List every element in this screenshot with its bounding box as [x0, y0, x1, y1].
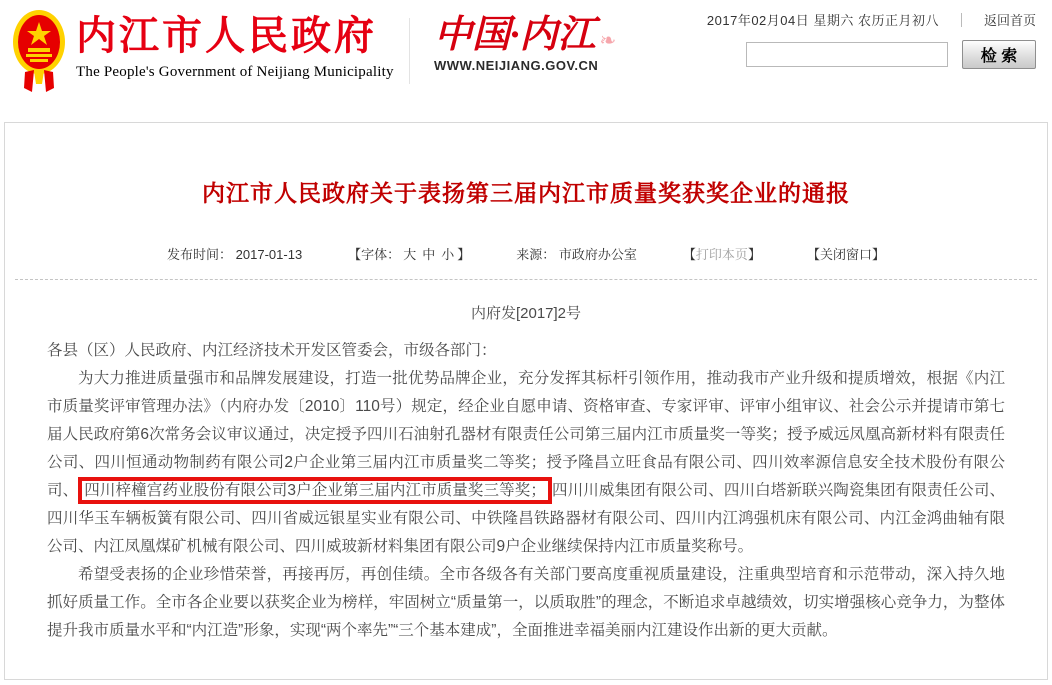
salutation-line: 各县（区）人民政府、内江经济技术开发区管委会，市级各部门：: [47, 342, 497, 359]
paragraph-awards-before: 为大力推进质量强市和品牌发展建设，打造一批优势品牌企业，充分发挥其标杆引领作用，推动我市产业升级和提质增效，根据《内江市质量奖评审管理办法》（内府办发〔2010〕110号）规定，经企业自愿申请、资格审查、专家评审、评审小组审议、社会公示并提请市第七届人民政府第6次常务会议审议通过，决定授予四川石油射孔器材有限责任公司第三届内江市质量奖一等奖；授予威远凤凰高新材料有限责任公司、四川恒通动物制药有限公司2户企业第三届内江市质量奖二等奖；授予隆昌立旺食品有限公司、四川效率源信息安全技术股份有限公司、: [47, 370, 1005, 499]
print-bracket-close: 】: [747, 247, 761, 262]
paragraph-encouragement: 希望受表扬的企业珍惜荣誉，再接再厉，再创佳绩。全市各级各有关部门要高度重视质量建设，注重典型培育和示范带动，深入持久地抓好质量工作。全市各企业要以获奖企业为榜样，牢固树立“质量第一，以质取胜”的理念，不断追求卓越绩效，切实增强核心竞争力，为整体提升我市质量水平和“内江造”形象，实现“两个率先”“三个基本建成”，全面推进幸福美丽内江建设作出新的更大贡献。: [47, 566, 1005, 639]
paragraph-awards-after: 四川川威集团有限公司、四川白塔新联兴陶瓷集团有限责任公司、四川华玉车辆板簧有限公司、四川省威远银星实业有限公司、中铁隆昌铁路器材有限公司、四川内江鸿强机床有限公司、内江金鸿曲轴有限公司、内江凤凰煤矿机械有限公司、四川威玻新材料集团有限公司9户企业继续保持内江市质量奖称号。: [47, 482, 1005, 555]
dashed-divider: [15, 279, 1037, 280]
search-button[interactable]: 检 索: [962, 40, 1036, 69]
publish-label: 发布时间：: [167, 247, 233, 262]
header-divider: [409, 18, 410, 84]
publish-date: 2017-01-13: [235, 247, 303, 262]
highlighted-award-text: 四川梓橦宫药业股份有限公司3户企业第三届内江市质量奖三等奖；: [78, 477, 552, 504]
print-page-button[interactable]: [683, 244, 761, 263]
font-label: 【字体：: [348, 247, 401, 262]
font-size-large[interactable]: 大: [403, 247, 417, 262]
site-url: WWW.NEIJIANG.GOV.CN: [434, 58, 599, 73]
china-neijiang-logo-text: 中国·内江: [434, 14, 596, 56]
site-header: [0, 0, 1052, 114]
site-title: 内江市人民政府: [76, 14, 377, 58]
logo-flourish-icon: ❧: [599, 30, 617, 52]
font-label-close: 】: [457, 247, 471, 262]
paragraph-awards: [47, 365, 1005, 561]
font-size-medium[interactable]: 中: [422, 247, 436, 262]
source-info: [516, 244, 637, 263]
site-identity: [76, 14, 394, 81]
article-meta: [47, 244, 1005, 263]
home-link[interactable]: 返回首页: [983, 13, 1036, 28]
font-size-control: [348, 244, 470, 263]
date-line: 2017年02月04日 星期六 农历正月初八: [706, 13, 939, 28]
font-size-small[interactable]: 小: [441, 247, 455, 262]
china-neijiang-logo: [434, 14, 616, 73]
publish-time: [167, 244, 302, 263]
article-panel: [4, 122, 1048, 680]
national-emblem-icon: [12, 8, 66, 96]
close-window-button[interactable]: 【关闭窗口】: [806, 247, 885, 262]
topbar-separator: [961, 13, 962, 27]
article-title: 内江市人民政府关于表扬第三届内江市质量奖获奖企业的通报: [202, 180, 850, 206]
search-area: [746, 40, 1036, 69]
print-label: 打印本页: [695, 247, 748, 262]
site-title-english: The People's Government of Neijiang Municipality: [76, 64, 394, 80]
source-label: 来源：: [516, 247, 556, 262]
document-number: 内府发[2017]2号: [470, 305, 582, 322]
topbar: [707, 10, 1036, 29]
search-input[interactable]: [746, 42, 948, 67]
print-bracket-open: 【: [682, 247, 696, 262]
source-value: 市政府办公室: [558, 247, 637, 262]
